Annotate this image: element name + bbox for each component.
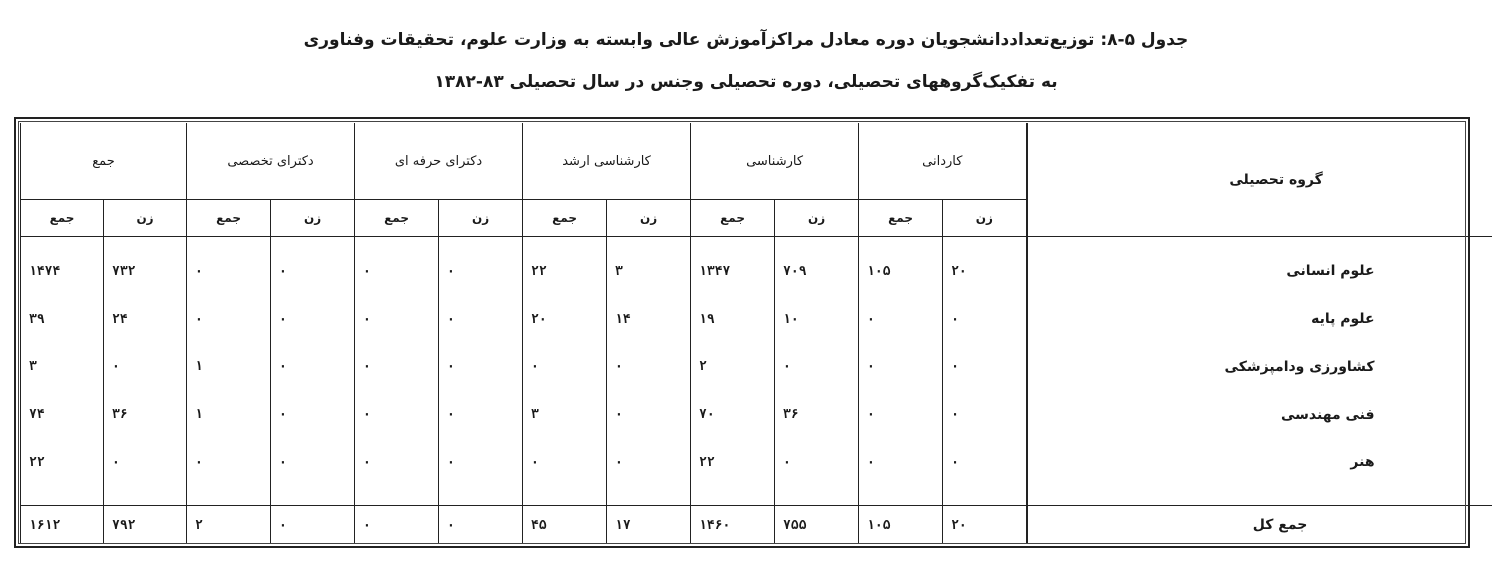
level-header-associate: کاردانی (859, 123, 1027, 200)
total-cell: ۲ (187, 506, 271, 545)
row-label: علوم پایه (1027, 295, 1492, 343)
total-cell: ۰ (439, 506, 523, 545)
total-cell: ۰ (271, 506, 355, 545)
table-cell: ۰ (271, 391, 355, 439)
spacer-cell (271, 486, 355, 505)
spacer-cell (607, 486, 691, 505)
spacer-cell (859, 486, 943, 505)
total-cell: ۱۶۱۲ (21, 506, 104, 545)
table-cell: ۳۶ (104, 391, 187, 439)
subheader-total: جمع (187, 200, 271, 237)
table-cell: ۳ (523, 391, 607, 439)
table-cell: ۳۹ (21, 295, 104, 343)
subheader-total: جمع (691, 200, 775, 237)
spacer-cell (775, 486, 859, 505)
total-cell: ۱۴۶۰ (691, 506, 775, 545)
row-label: کشاورزی ودامپزشکی (1027, 343, 1492, 391)
subheader-female: زن (943, 200, 1027, 237)
total-cell: ۴۵ (523, 506, 607, 545)
subheader-female: زن (271, 200, 355, 237)
table-cell: ۰ (271, 295, 355, 343)
table-cell: ۰ (355, 391, 439, 439)
total-row-label: جمع کل (1027, 506, 1492, 545)
row-label: علوم انسانی (1027, 237, 1492, 296)
spacer-cell (691, 486, 775, 505)
table-cell: ۷۳۲ (104, 237, 187, 296)
table-cell: ۷۰ (691, 391, 775, 439)
table-row (21, 438, 1492, 486)
level-header-master: کارشناسی ارشد (523, 123, 691, 200)
level-header-total: جمع (21, 123, 187, 200)
total-cell: ۷۹۲ (104, 506, 187, 545)
table-cell: ۰ (439, 295, 523, 343)
table-cell: ۲۰ (943, 237, 1027, 296)
table-cell: ۰ (355, 343, 439, 391)
table-cell: ۰ (104, 438, 187, 486)
total-cell: ۰ (355, 506, 439, 545)
spacer-cell (1027, 486, 1492, 505)
table-cell: ۲۴ (104, 295, 187, 343)
table-cell: ۰ (523, 343, 607, 391)
table-cell: ۰ (187, 237, 271, 296)
table-cell: ۱ (187, 343, 271, 391)
spacer-cell (187, 486, 271, 505)
table-cell: ۳ (607, 237, 691, 296)
total-cell: ۷۵۵ (775, 506, 859, 545)
table-title: جدول ۵-۸: توزیع‌تعداددانشجویان دوره معادل مراکزآموزش عالی وابسته به وزارت علوم، تحقیقات وفناوری (303, 30, 1189, 50)
table-cell: ۱۰۵ (859, 237, 943, 296)
table-cell: ۰ (943, 438, 1027, 486)
table-cell: ۰ (104, 343, 187, 391)
table-cell: ۰ (859, 438, 943, 486)
table-cell: ۰ (607, 343, 691, 391)
spacer-cell (21, 486, 104, 505)
students-table (20, 123, 1492, 544)
level-header-professional-doctorate: دکترای حرفه ای (355, 123, 523, 200)
level-header-specialized-doctorate: دکترای تخصصی (187, 123, 355, 200)
table-cell: ۱۹ (691, 295, 775, 343)
table-cell: ۲ (691, 343, 775, 391)
table-cell: ۰ (187, 438, 271, 486)
subheader-total: جمع (355, 200, 439, 237)
table-cell: ۱۳۴۷ (691, 237, 775, 296)
table-cell: ۱۰ (775, 295, 859, 343)
table-cell: ۰ (271, 237, 355, 296)
table-row (21, 343, 1492, 391)
subheader-female: زن (104, 200, 187, 237)
table-cell: ۲۰ (523, 295, 607, 343)
table-cell: ۳۶ (775, 391, 859, 439)
spacer-cell (943, 486, 1027, 505)
table-row (21, 391, 1492, 439)
table-cell: ۰ (439, 237, 523, 296)
table-row (21, 237, 1492, 296)
table-cell: ۰ (439, 438, 523, 486)
spacer-cell (104, 486, 187, 505)
subheader-total: جمع (523, 200, 607, 237)
total-cell: ۱۷ (607, 506, 691, 545)
table-cell: ۰ (775, 343, 859, 391)
spacer-row (21, 486, 1492, 505)
subheader-total: جمع (21, 200, 104, 237)
table-cell: ۰ (607, 438, 691, 486)
table-cell: ۰ (859, 343, 943, 391)
subheader-total: جمع (859, 200, 943, 237)
total-cell: ۱۰۵ (859, 506, 943, 545)
table-cell: ۰ (943, 343, 1027, 391)
table-cell: ۰ (355, 295, 439, 343)
table-cell: ۲۲ (523, 237, 607, 296)
table-subtitle: به تفکیک‌گروههای تحصیلی، دوره تحصیلی وجنس در سال تحصیلی ۸۳-۱۳۸۲ (434, 72, 1058, 92)
table-cell: ۰ (943, 391, 1027, 439)
table-cell: ۰ (271, 438, 355, 486)
spacer-cell (355, 486, 439, 505)
table-cell: ۰ (439, 391, 523, 439)
total-cell: ۲۰ (943, 506, 1027, 545)
table-cell: ۲۲ (691, 438, 775, 486)
total-row (21, 506, 1492, 545)
table-cell: ۰ (607, 391, 691, 439)
data-table-frame (14, 117, 1470, 548)
level-header-bachelor: کارشناسی (691, 123, 859, 200)
table-cell: ۰ (439, 343, 523, 391)
table-cell: ۱۴ (607, 295, 691, 343)
table-cell: ۰ (775, 438, 859, 486)
table-cell: ۰ (523, 438, 607, 486)
subheader-female: زن (607, 200, 691, 237)
row-label: فنی مهندسی (1027, 391, 1492, 439)
subheader-female: زن (439, 200, 523, 237)
table-cell: ۰ (859, 391, 943, 439)
table-cell: ۷۰۹ (775, 237, 859, 296)
row-label: هنر (1027, 438, 1492, 486)
table-cell: ۰ (859, 295, 943, 343)
spacer-cell (523, 486, 607, 505)
spacer-cell (439, 486, 523, 505)
table-cell: ۰ (355, 438, 439, 486)
table-cell: ۷۴ (21, 391, 104, 439)
group-column-header: گروه تحصیلی (1027, 123, 1492, 237)
table-cell: ۳ (21, 343, 104, 391)
table-cell: ۰ (271, 343, 355, 391)
subheader-female: زن (775, 200, 859, 237)
table-cell: ۰ (187, 295, 271, 343)
table-cell: ۱ (187, 391, 271, 439)
table-cell: ۰ (943, 295, 1027, 343)
table-row (21, 295, 1492, 343)
table-cell: ۲۲ (21, 438, 104, 486)
table-cell: ۰ (355, 237, 439, 296)
table-cell: ۱۴۷۴ (21, 237, 104, 296)
